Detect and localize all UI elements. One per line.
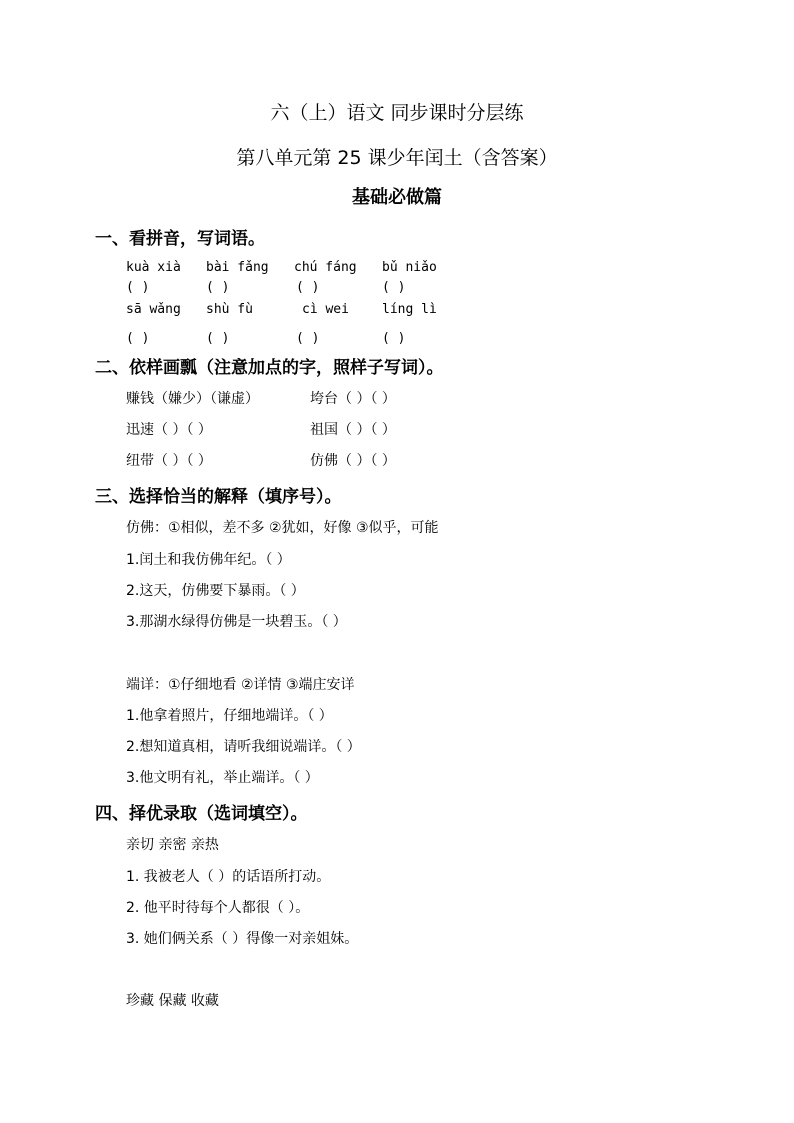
- word-choices: 珍藏 保藏 收藏: [126, 993, 219, 1009]
- question-item: 3.他文明有礼，举止端详。（ ）: [126, 770, 319, 786]
- word-pattern-right: 祖国（ ）（ ）: [310, 422, 396, 438]
- definition-line: 端详：①仔细地看 ②详情 ③端庄安详: [126, 677, 355, 693]
- question-item: 2.想知道真相，请听我细说端详。（ ）: [126, 739, 361, 755]
- pinyin-item: bǔ niǎo: [382, 260, 437, 275]
- section-2-heading: 二、依样画瓢（注意加点的字，照样子写词）。: [95, 358, 444, 378]
- definition-line: 仿佛：①相似，差不多 ②犹如，好像 ③似乎，可能: [126, 520, 439, 536]
- pinyin-item: bài fǎng: [206, 260, 269, 275]
- word-pattern-left: 迅速（ ）（ ）: [126, 422, 212, 438]
- section-group-title: 基础必做篇: [352, 187, 442, 208]
- word-pattern-left: 赚钱（嫌少）（谦虚）: [126, 391, 259, 407]
- pinyin-item: chú fáng: [294, 260, 357, 275]
- answer-blank[interactable]: ( ): [206, 331, 230, 346]
- answer-blank[interactable]: ( ): [296, 280, 320, 295]
- answer-blank[interactable]: ( ): [382, 331, 406, 346]
- pinyin-item: shù fù: [206, 302, 253, 317]
- answer-blank[interactable]: ( ): [126, 331, 150, 346]
- question-item: 1.他拿着照片，仔细地端详。（ ）: [126, 708, 333, 724]
- answer-blank[interactable]: ( ): [126, 280, 150, 295]
- question-item: 1.闰土和我仿佛年纪。（ ）: [126, 552, 291, 568]
- word-pattern-right: 垮台（ ）（ ）: [310, 391, 396, 407]
- fill-blank-item: 2. 他平时待每个人都很（ ）。: [126, 900, 310, 916]
- word-pattern-right: 仿佛（ ）（ ）: [310, 453, 396, 469]
- question-item: 2.这天，仿佛要下暴雨。（ ）: [126, 583, 305, 599]
- fill-blank-item: 1. 我被老人（ ）的话语所打动。: [126, 869, 331, 885]
- document-title: 六（上）语文 同步课时分层练: [270, 102, 524, 124]
- lesson-title: 第八单元第 25 课少年闰土（含答案）: [236, 147, 558, 169]
- section-4-heading: 四、择优录取（选词填空）。: [95, 804, 308, 824]
- word-pattern-left: 纽带（ ）（ ）: [126, 453, 212, 469]
- section-3-heading: 三、选择恰当的解释（填序号）。: [95, 487, 342, 507]
- pinyin-item: sā wǎng: [126, 302, 181, 317]
- question-item: 3.那湖水绿得仿佛是一块碧玉。（ ）: [126, 614, 347, 630]
- answer-blank[interactable]: ( ): [206, 280, 230, 295]
- answer-blank[interactable]: ( ): [296, 331, 320, 346]
- word-choices: 亲切 亲密 亲热: [126, 837, 219, 853]
- answer-blank[interactable]: ( ): [382, 280, 406, 295]
- fill-blank-item: 3. 她们俩关系（ ）得像一对亲姐妹。: [126, 931, 359, 947]
- pinyin-item: cì wei: [302, 302, 349, 317]
- pinyin-item: kuà xià: [126, 260, 181, 275]
- pinyin-item: líng lì: [382, 302, 437, 317]
- section-1-heading: 一、看拼音，写词语。: [95, 229, 265, 249]
